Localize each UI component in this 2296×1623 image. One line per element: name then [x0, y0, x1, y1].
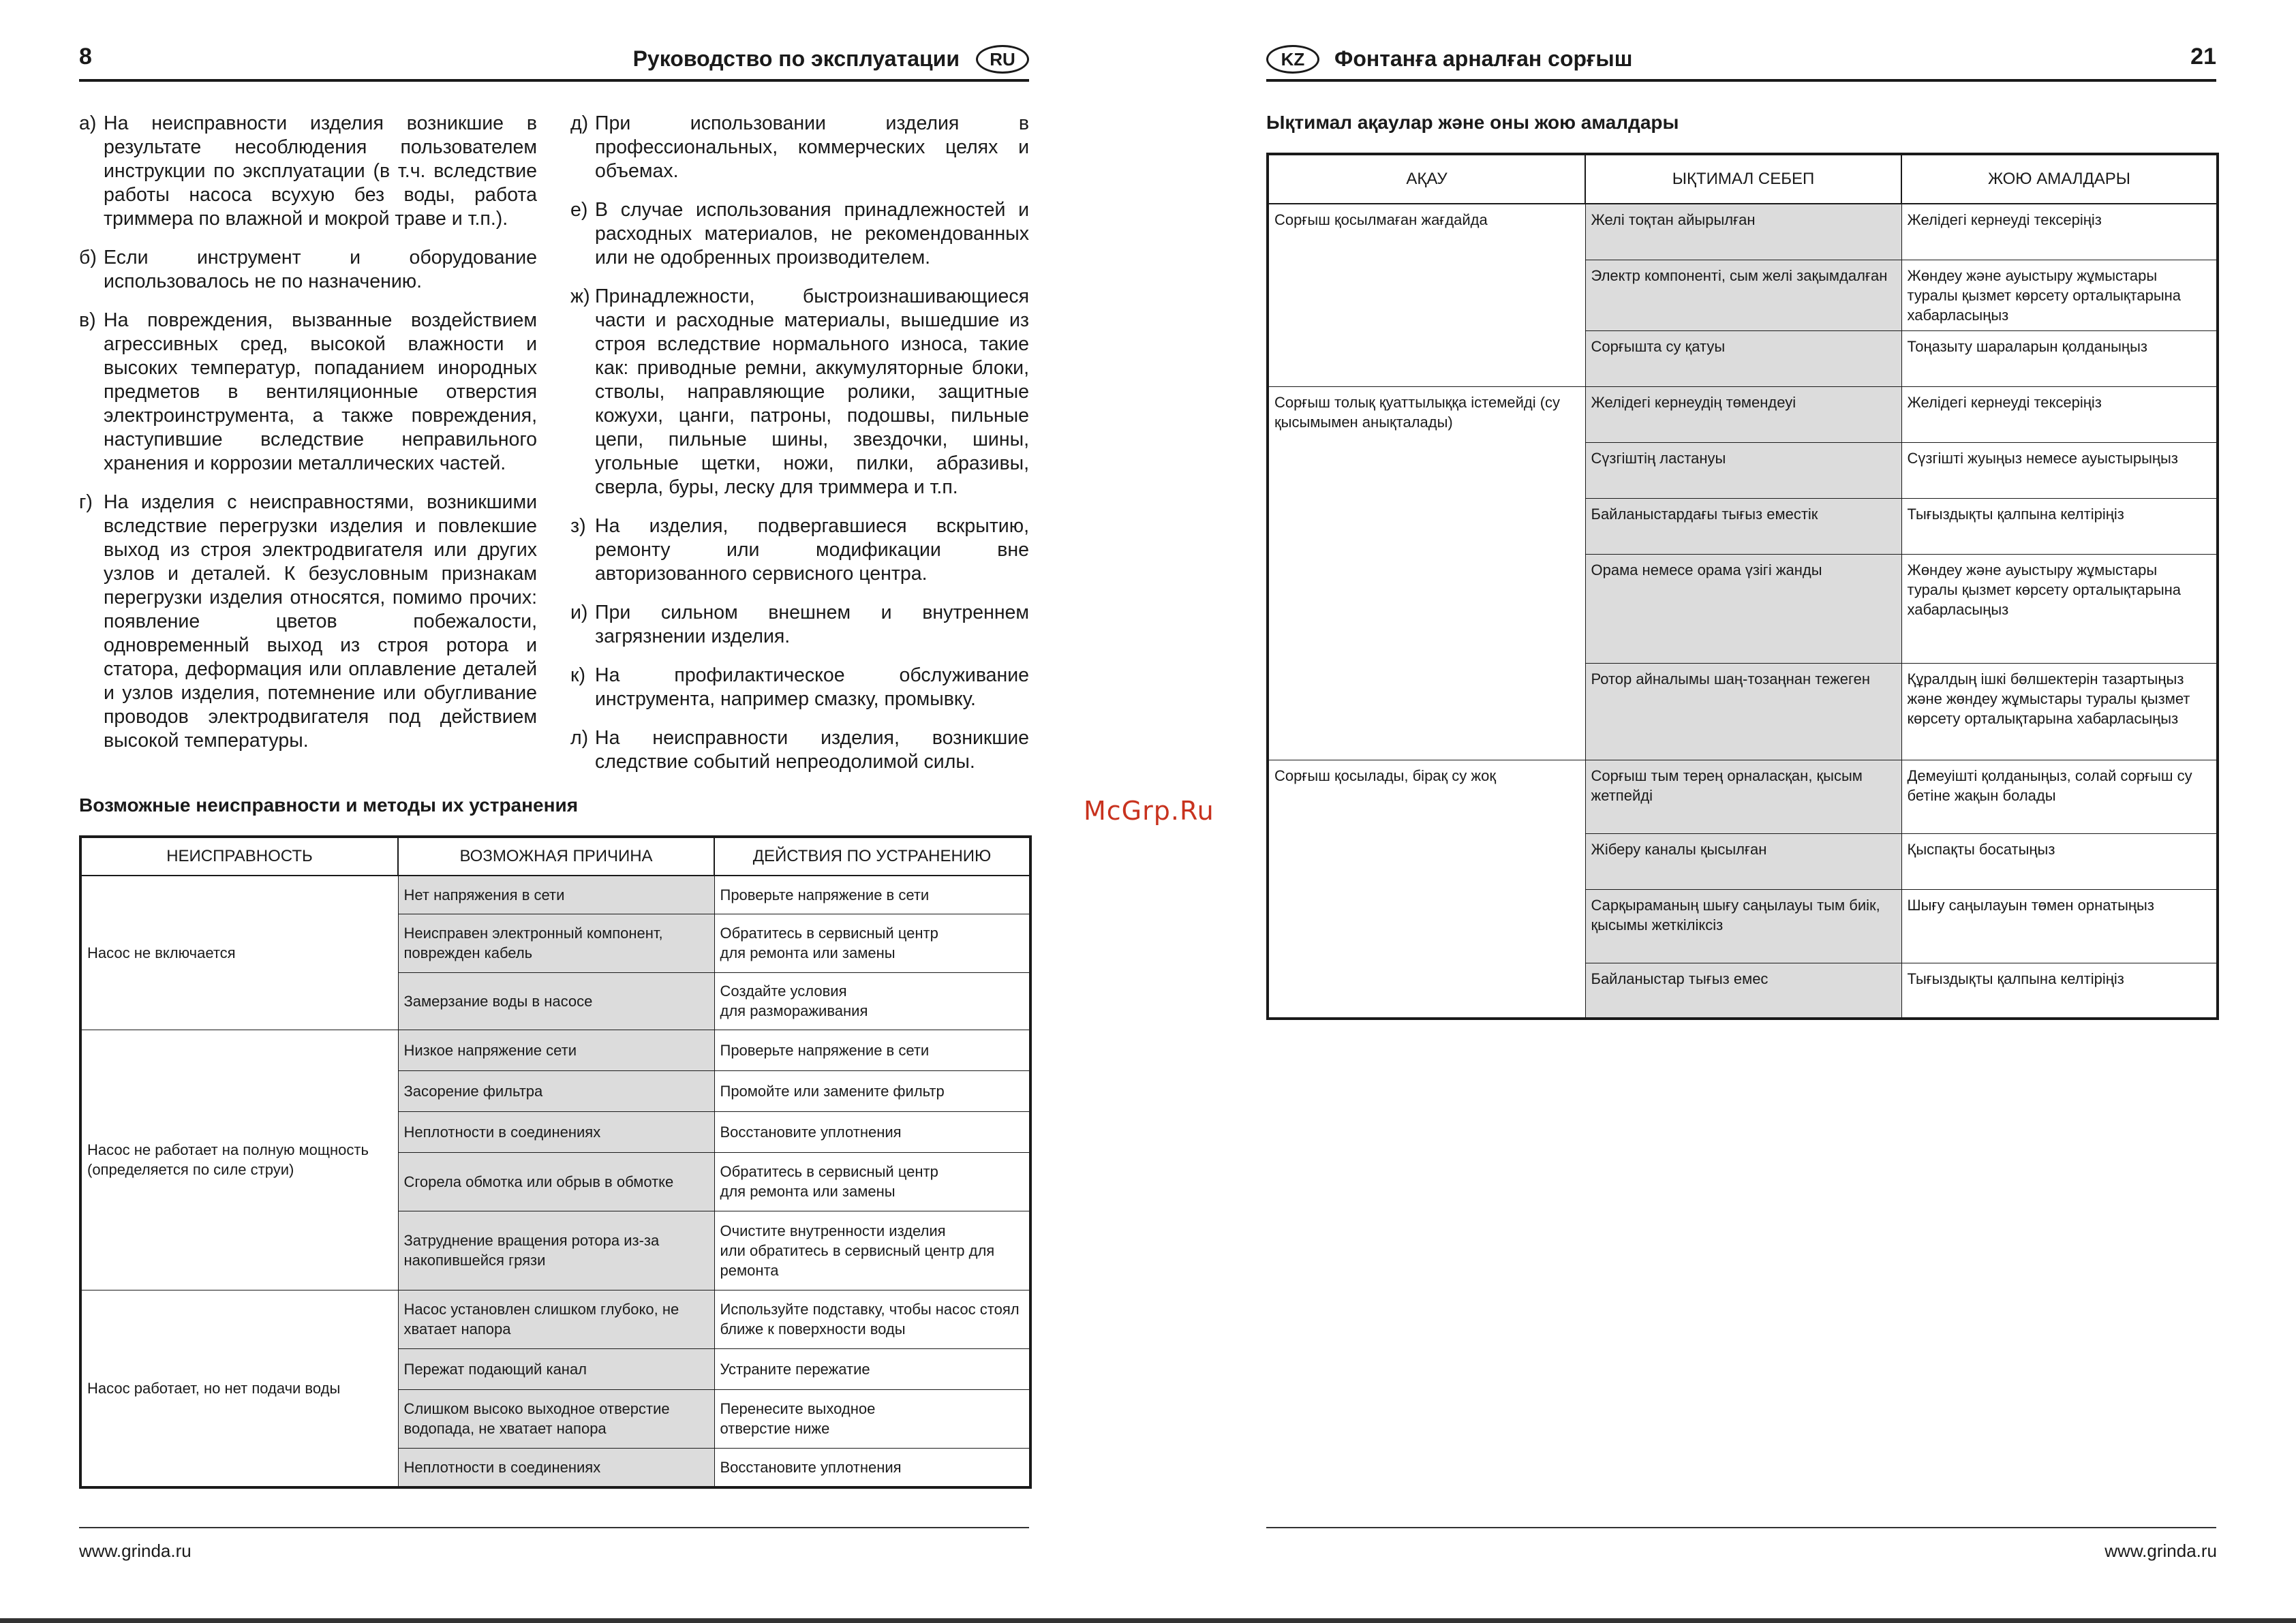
cause-cell: Нет напряжения в сети	[398, 876, 714, 914]
item-text: На неисправности изделия возникшие в результате несоблюдения пользователем инструкции по эксплуатации (в т.ч. вследствие работы насоса всухую без воды, работа триммера по влажной и мокрой траве и т.п.).	[104, 112, 537, 230]
action-cell: Обратитесь в сервисный центр для ремонта или замены	[714, 1152, 1030, 1211]
warranty-exclusion-item	[79, 246, 537, 294]
action-cell: Устраните пережатие	[714, 1348, 1030, 1389]
item-label: ж)	[570, 285, 590, 307]
left-page-title: Руководство по эксплуатации	[632, 46, 960, 71]
action-cell: Желідегі кернеуді тексеріңіз	[1901, 204, 2218, 260]
cause-cell: Байланыстардағы тығыз еместік	[1585, 498, 1901, 554]
action-cell: Желідегі кернеуді тексеріңіз	[1901, 386, 2218, 442]
item-label: б)	[79, 247, 97, 268]
right-page	[1148, 0, 2296, 1623]
item-label: а)	[79, 112, 97, 134]
header-cause: ВОЗМОЖНАЯ ПРИЧИНА	[398, 837, 714, 876]
cause-cell: Затруднение вращения ротора из-за накопившейся грязи	[398, 1211, 714, 1290]
warranty-exclusion-item	[570, 726, 1029, 774]
item-text: При использовании изделия в профессиональных, коммерческих целях и объемах.	[595, 112, 1029, 182]
item-label: з)	[570, 515, 586, 537]
fault-cell: Сорғыш толық қуаттылыққа істемейді (су қысымымен анықталады)	[1268, 386, 1585, 760]
action-cell: Восстановите уплотнения	[714, 1111, 1030, 1152]
action-cell: Проверьте напряжение в сети	[714, 876, 1030, 914]
cause-cell: Сорғышта су қатуы	[1585, 330, 1901, 386]
cause-cell: Пережат подающий канал	[398, 1348, 714, 1389]
cause-cell: Жіберу каналы қысылған	[1585, 833, 1901, 889]
cause-cell: Сорғыш тым терең орналасқан, қысым жетпейді	[1585, 760, 1901, 833]
table-row	[80, 876, 1030, 914]
cause-cell: Байланыстар тығыз емес	[1585, 963, 1901, 1019]
right-page-title: Фонтанға арналған сорғыш	[1334, 46, 1633, 71]
table-row	[80, 1030, 1030, 1070]
action-cell: Проверьте напряжение в сети	[714, 1030, 1030, 1070]
table-row	[1268, 760, 2218, 833]
fault-cell: Сорғыш қосылады, бірақ су жоқ	[1268, 760, 1585, 1019]
warranty-exclusion-item	[79, 309, 537, 476]
action-cell: Шығу саңылауын төмен орнатыңыз	[1901, 889, 2218, 963]
item-text: На изделия, подвергавшиеся вскрытию, ремонту или модификации вне авторизованного сервисного центра.	[595, 515, 1029, 585]
cause-cell: Неплотности в соединениях	[398, 1111, 714, 1152]
cause-cell: Сгорела обмотка или обрыв в обмотке	[398, 1152, 714, 1211]
item-text: В случае использования принадлежностей и расходных материалов, не рекомендованных или не одобренных производителем.	[595, 199, 1029, 268]
cause-cell: Ротор айналымы шаң-тозаңнан тежеген	[1585, 663, 1901, 760]
fault-cell: Насос не работает на полную мощность (определяется по силе струи)	[80, 1030, 398, 1290]
watermark-text: McGrp.Ru	[1084, 796, 1214, 826]
action-cell: Используйте подставку, чтобы насос стоял ближе к поверхности воды	[714, 1290, 1030, 1348]
item-label: к)	[570, 664, 585, 686]
cause-cell: Желідегі кернеудің төмендеуі	[1585, 386, 1901, 442]
action-cell: Қыспақты босатыңыз	[1901, 833, 2218, 889]
warranty-exclusion-item	[570, 198, 1029, 270]
action-cell: Сүзгішті жуыңыз немесе ауыстырыңыз	[1901, 442, 2218, 498]
header-fault: НЕИСПРАВНОСТЬ	[80, 837, 398, 876]
right-footer-rule	[1266, 1527, 2216, 1528]
right-footer-url[interactable]: www.grinda.ru	[2104, 1541, 2217, 1561]
action-cell: Демеуішті қолданыңыз, солай сорғыш су бетіне жақын болады	[1901, 760, 2218, 833]
cause-cell: Слишком высоко выходное отверстие водопада, не хватает напора	[398, 1389, 714, 1448]
cause-cell: Сарқыраманың шығу саңылауы тым биік, қысымы жеткіліксіз	[1585, 889, 1901, 963]
header-action: ДЕЙСТВИЯ ПО УСТРАНЕНИЮ	[714, 837, 1030, 876]
item-label: д)	[570, 112, 589, 134]
item-label: в)	[79, 309, 96, 331]
cause-cell: Сүзгіштің ластануы	[1585, 442, 1901, 498]
action-cell: Тығыздықты қалпына келтіріңіз	[1901, 963, 2218, 1019]
cause-cell: Низкое напряжение сети	[398, 1030, 714, 1070]
item-text: На изделия с неисправностями, возникшими вследствие перегрузки изделия и повлекшие выход из строя электродвигателя или других узлов и деталей. К безусловным признакам перегрузки изделия относятся, помимо прочих: появление цветов побежалости, одновременный выход из строя ротора и статора, деформация или оплавление деталей и узлов изделия, потемнение или обугливание проводов электродвигателя под действием высокой температуры.	[104, 491, 537, 752]
warranty-exclusion-item	[570, 601, 1029, 649]
warranty-exclusion-item	[570, 112, 1029, 183]
item-label: л)	[570, 727, 589, 749]
lang-badge-ru: RU	[976, 45, 1029, 74]
warranty-exclusion-item	[570, 285, 1029, 499]
action-cell: Жөндеу және ауыстыру жұмыстары туралы қызмет көрсету орталықтарына хабарласыңыз	[1901, 554, 2218, 663]
item-label: и)	[570, 602, 588, 623]
action-cell: Очистите внутренности изделия или обратитесь в сервисный центр для ремонта	[714, 1211, 1030, 1290]
left-section-title: Возможные неисправности и методы их устранения	[79, 794, 579, 816]
item-text: Принадлежности, быстроизнашивающиеся части и расходные материалы, вышедшие из строя вследствие нормального износа, такие как: приводные ремни, аккумуляторные блоки, стволы, направляющие ролики, защитные кожухи, цанги, патроны, подошвы, пильные цепи, пильные шины, звездочки, шины, угольные щетки, ножи, пилки, абразивы, сверла, буры, леску для триммера и т.п.	[595, 285, 1029, 498]
action-cell: Құралдың ішкі бөлшектерін тазартыңыз және жөндеу жұмыстары туралы қызмет көрсету орталықтарына хабарласыңыз	[1901, 663, 2218, 760]
table-header-row	[80, 837, 1030, 876]
item-text: Если инструмент и оборудование использовалось не по назначению.	[104, 247, 537, 292]
item-label: г)	[79, 491, 93, 513]
action-cell: Создайте условия для размораживания	[714, 972, 1030, 1030]
action-cell: Промойте или замените фильтр	[714, 1070, 1030, 1111]
lang-badge-kz: KZ	[1266, 45, 1319, 74]
warranty-exclusions-column-1	[79, 112, 537, 768]
troubleshooting-table-ru	[79, 835, 1032, 1489]
action-cell: Перенесите выходное отверстие ниже	[714, 1389, 1030, 1448]
fault-cell: Насос работает, но нет подачи воды	[80, 1290, 398, 1487]
header-action: ЖОЮ АМАЛДАРЫ	[1901, 154, 2218, 204]
bottom-edge-bar	[0, 1618, 2296, 1623]
warranty-exclusion-item	[570, 514, 1029, 586]
item-text: На повреждения, вызванные воздействием агрессивных сред, высокой влажности и высоких температур, попаданием инородных предметов в вентиляционные отверстия электроинструмента, а также повреждения, наступившие вследствие неправильного хранения и коррозии металлических частей.	[104, 309, 537, 474]
action-cell: Тығыздықты қалпына келтіріңіз	[1901, 498, 2218, 554]
action-cell: Восстановите уплотнения	[714, 1448, 1030, 1487]
left-footer-rule	[79, 1527, 1029, 1528]
cause-cell: Засорение фильтра	[398, 1070, 714, 1111]
cause-cell: Орама немесе орама үзігі жанды	[1585, 554, 1901, 663]
cause-cell: Электр компоненті, сым желі зақымдалған	[1585, 260, 1901, 330]
cause-cell: Замерзание воды в насосе	[398, 972, 714, 1030]
left-page-number: 8	[79, 44, 92, 69]
header-cause: ЫҚТИМАЛ СЕБЕП	[1585, 154, 1901, 204]
cause-cell: Неплотности в соединениях	[398, 1448, 714, 1487]
left-footer-url[interactable]: www.grinda.ru	[79, 1541, 192, 1561]
left-page-header	[79, 41, 1029, 82]
table-row	[80, 1290, 1030, 1348]
table-row	[1268, 204, 2218, 260]
cause-cell: Неисправен электронный компонент, поврежден кабель	[398, 914, 714, 972]
right-page-number: 21	[2190, 44, 2216, 69]
warranty-exclusion-item	[79, 491, 537, 753]
warranty-exclusion-item	[570, 664, 1029, 711]
cause-cell: Насос установлен слишком глубоко, не хватает напора	[398, 1290, 714, 1348]
item-text: На неисправности изделия, возникшие следствие событий непреодолимой силы.	[595, 727, 1029, 773]
fault-cell: Сорғыш қосылмаған жағдайда	[1268, 204, 1585, 386]
cause-cell: Желі тоқтан айырылған	[1585, 204, 1901, 260]
right-section-title: Ықтимал ақаулар және оны жою амалдары	[1266, 112, 1679, 133]
item-label: е)	[570, 199, 588, 221]
warranty-exclusions-column-2	[570, 112, 1029, 789]
table-row	[1268, 386, 2218, 442]
action-cell: Тоңазыту шараларын қолданыңыз	[1901, 330, 2218, 386]
item-text: При сильном внешнем и внутреннем загрязнении изделия.	[595, 602, 1029, 647]
fault-cell: Насос не включается	[80, 876, 398, 1030]
troubleshooting-table-kz	[1266, 153, 2219, 1020]
action-cell: Обратитесь в сервисный центр для ремонта или замены	[714, 914, 1030, 972]
warranty-exclusion-item	[79, 112, 537, 231]
item-text: На профилактическое обслуживание инструмента, например смазку, промывку.	[595, 664, 1029, 710]
header-fault: АҚАУ	[1268, 154, 1585, 204]
right-page-header	[1266, 41, 2216, 82]
action-cell: Жөндеу және ауыстыру жұмыстары туралы қызмет көрсету орталықтарына хабарласыңыз	[1901, 260, 2218, 330]
table-header-row	[1268, 154, 2218, 204]
